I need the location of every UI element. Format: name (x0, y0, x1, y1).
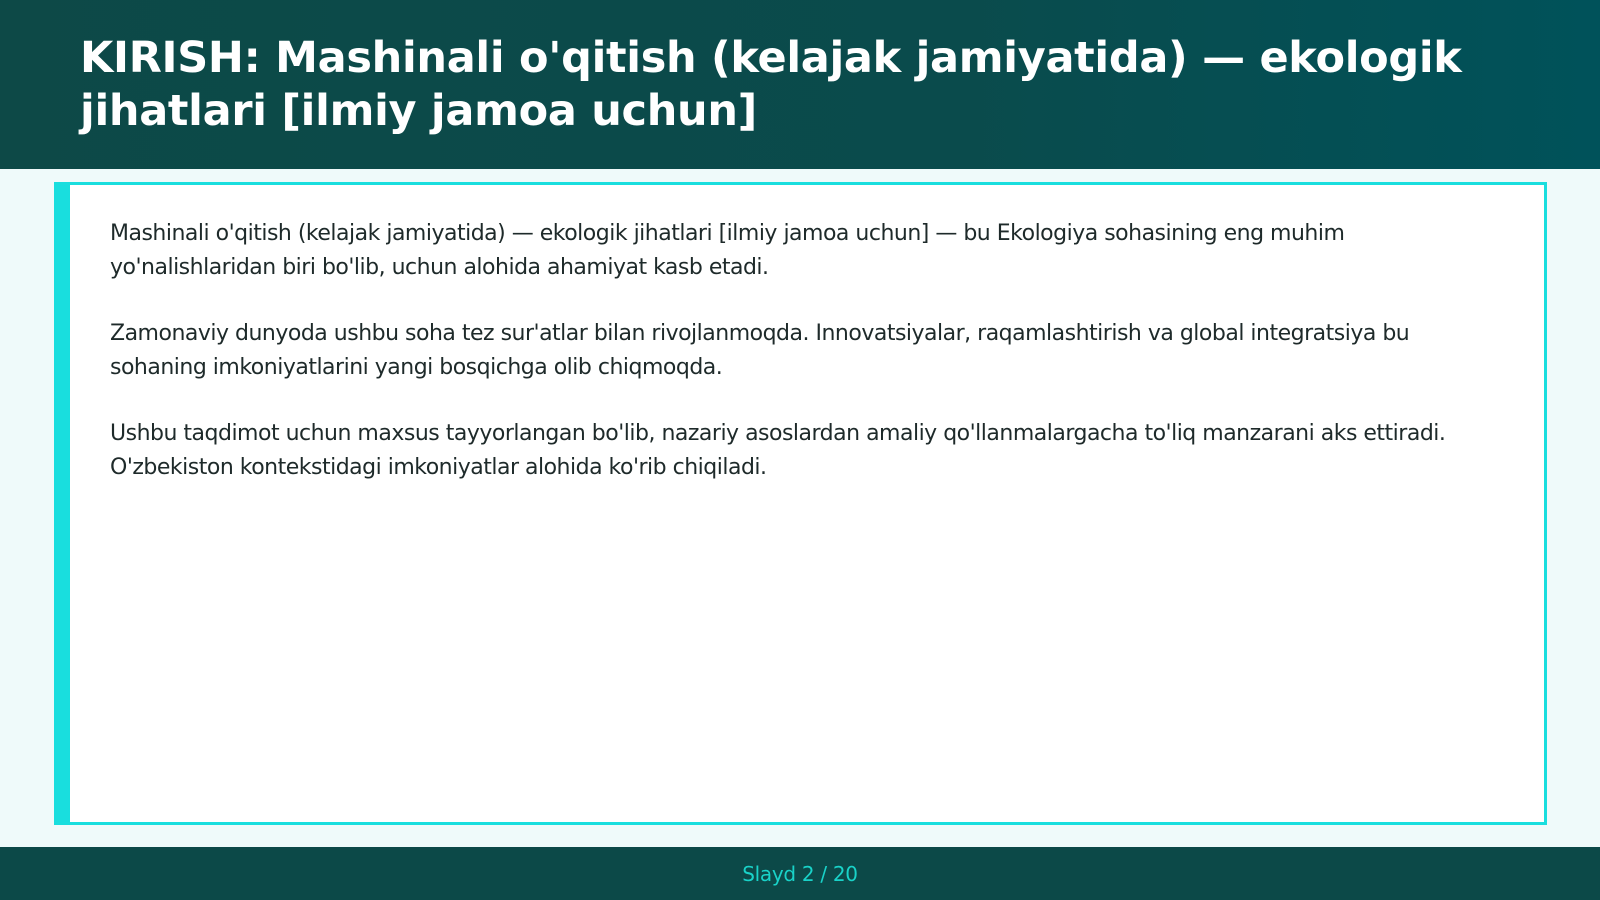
content-paragraph: Ushbu taqdimot uchun maxsus tayyorlangan bo'lib, nazariy asoslardan amaliy qo'llanmalargacha to'liq manzarani aks ettiradi. O'zbekiston kontekstidagi imkoniyatlar alohida ko'rib chiqiladi. (110, 421, 1446, 480)
slide-number: Slayd 2 / 20 (742, 861, 858, 886)
content-paragraph: Mashinali o'qitish (kelajak jamiyatida) — ekologik jihatlari [ilmiy jamoa uchun] — bu Ekologiya sohasining eng muhim yo'nalishlaridan biri bo'lib, uchun alohida ahamiyat kasb etadi. (110, 221, 1345, 280)
slide-title: KIRISH: Mashinali o'qitish (kelajak jamiyatida) — ekologik jihatlari [ilmiy jamoa uchun] (80, 33, 1462, 136)
content-box (54, 182, 1547, 825)
slide-header (0, 0, 1600, 169)
slide-footer (0, 847, 1600, 900)
content-paragraph: Zamonaviy dunyoda ushbu soha tez sur'atlar bilan rivojlanmoqda. Innovatsiyalar, raqamlashtirish va global integratsiya bu sohaning imkoniyatlarini yangi bosqichga olib chiqmoqda. (110, 321, 1410, 380)
